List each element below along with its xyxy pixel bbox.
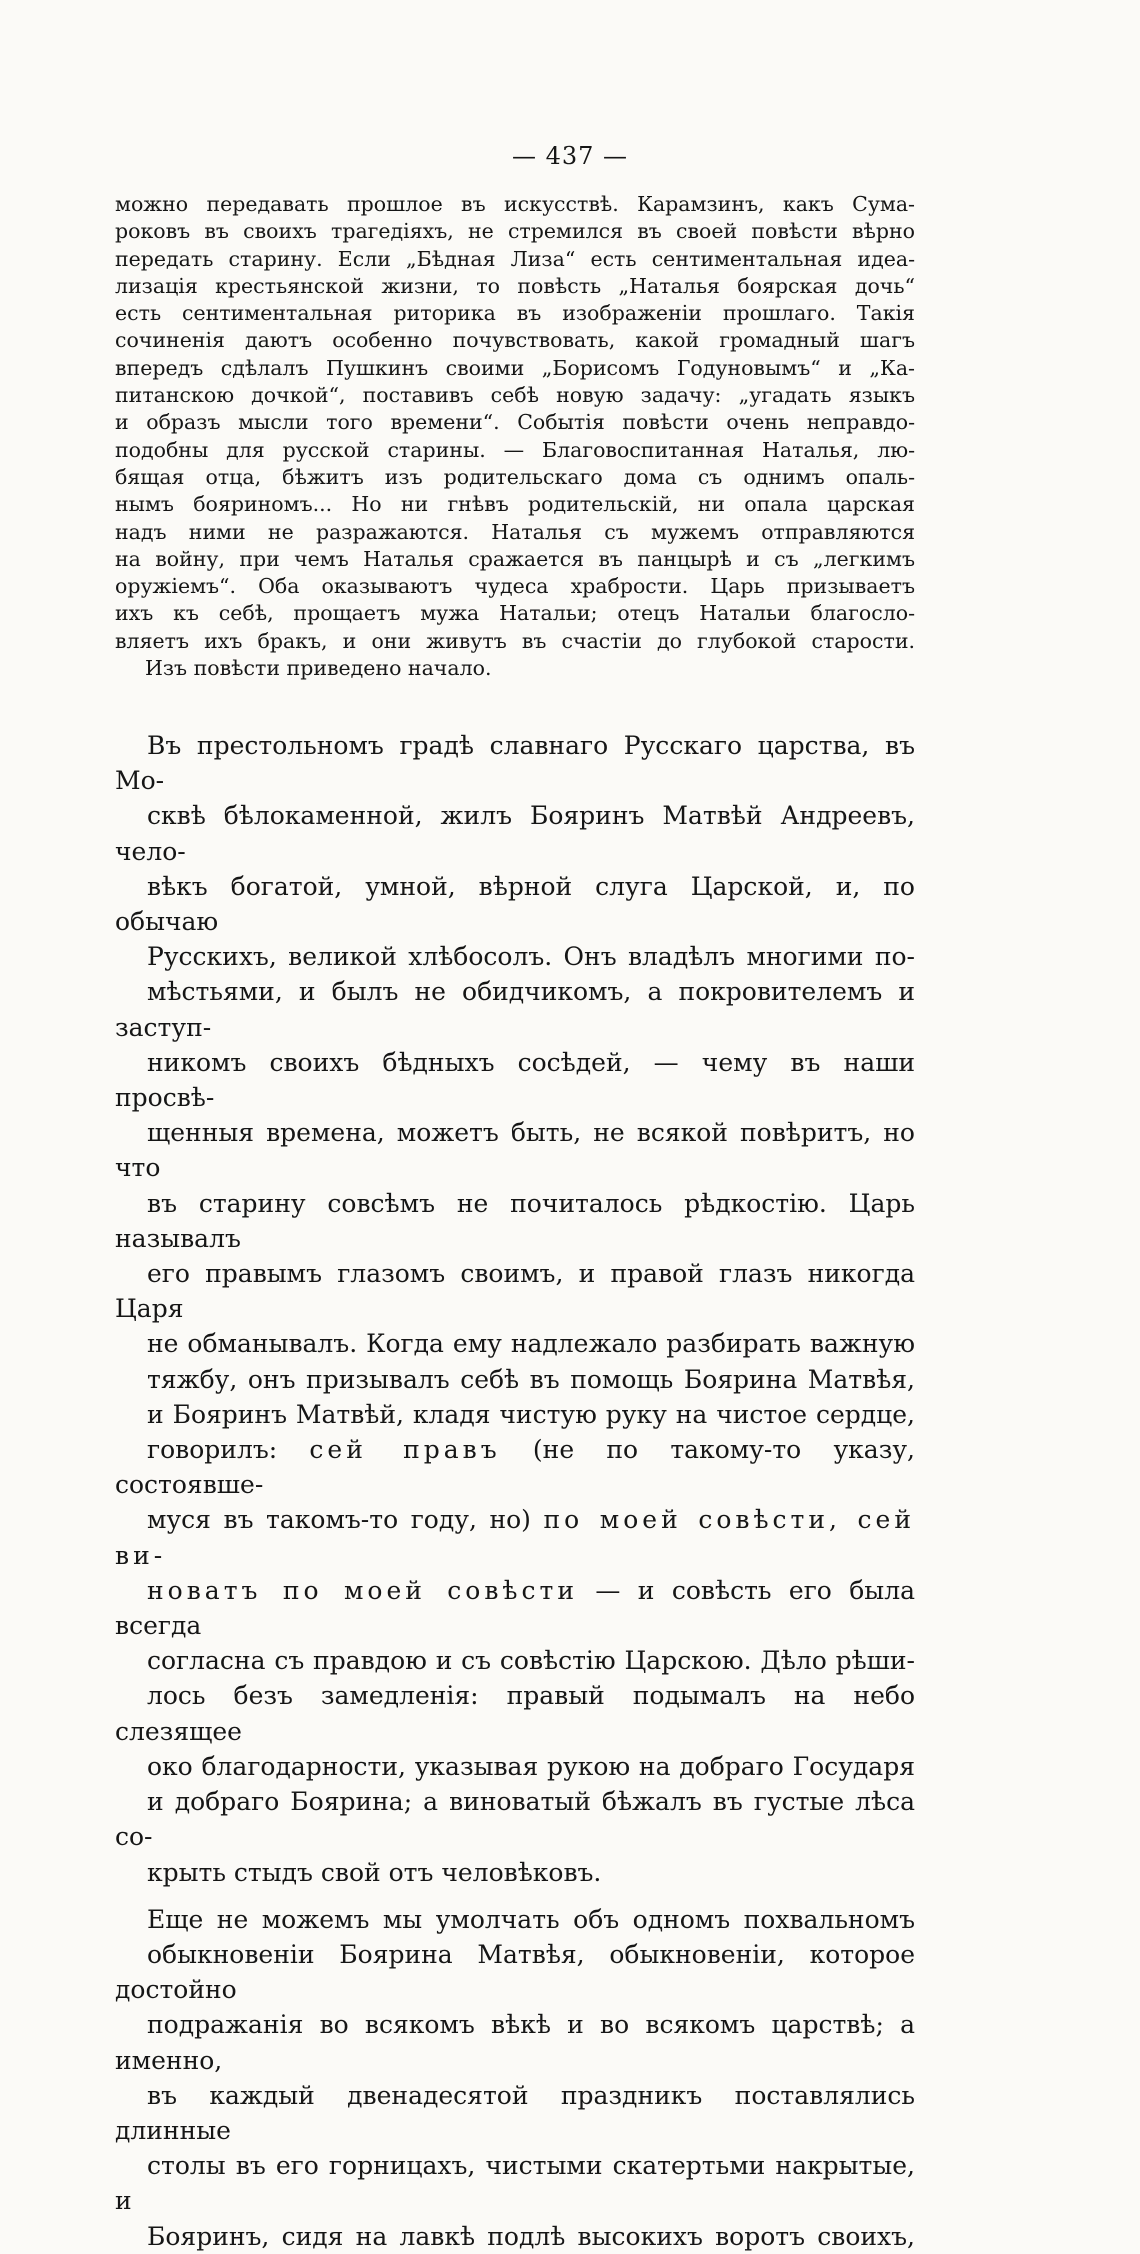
text-line: его правымъ глазомъ своимъ, и правой глазъ никогда Царя [115,1259,915,1324]
text-line: на войну, при чемъ Наталья сражается въ панцырѣ и съ „легкимъ [115,546,915,571]
text-line: подобны для русской старины. — Благовоспитанная Наталья, лю- [115,437,915,462]
page-number: — 437 — [511,142,629,170]
excerpt-paragraph-2 [115,1902,915,2254]
text-line: вѣкъ богатой, умной, вѣрной слуга Царской, и, по обычаю [115,871,915,937]
text-line: въ каждый двенадесятой праздникъ поставлялись длинные [115,2080,915,2145]
text-line: никомъ своихъ бѣдныхъ сосѣдей, — чему въ наши просвѣ- [115,1047,915,1113]
text-line: щенныя времена, можетъ быть, не всякой повѣритъ, но что [115,1118,915,1183]
text-line: око благодарности, указывая рукою на добраго Государя [147,1751,915,1781]
text-line: можно передавать прошлое въ искусствѣ. Карамзинъ, какъ Сума- [115,192,915,216]
spaced-emphasis: сей правъ [309,1435,501,1465]
text-line: бящая отца, бѣжитъ изъ родительскаго дома съ однимъ опаль- [115,464,915,489]
intro-paragraph [115,191,915,655]
text-line [115,1432,915,1502]
text-line: есть сентиментальная риторика въ изображеніи прошлаго. Такія [115,301,915,326]
text-line: передать старину. Если „Бѣдная Лиза“ есть сентиментальная идеа- [115,246,915,271]
text-line: надъ ними не разражаются. Наталья съ мужемъ отправляются [115,519,915,544]
text-line: лизація крестьянской жизни, то повѣсть „Наталья боярская дочь“ [115,273,915,298]
text-line: сочиненія даютъ особенно почувствовать, какой громадный шагъ [115,328,915,353]
text-line: Русскихъ, великой хлѣбосолъ. Онъ владѣлъ многими по- [147,942,915,972]
text-line: оружіемъ“. Оба оказываютъ чудеса храбрости. Царь призываетъ [115,574,915,599]
text-line: и Бояринъ Матвѣй, кладя чистую руку на чистое сердце, [147,1399,915,1429]
text-line: и добраго Боярина; а виноватый бѣжалъ въ густые лѣса со- [115,1787,915,1852]
text-run: говорилъ: [147,1435,310,1465]
text-line: мѣстьями, и былъ не обидчикомъ, а покровителемъ и заступ- [115,977,915,1042]
text-run: — и совѣсть его была всегда [115,1575,915,1641]
text-line: ихъ къ себѣ, прощаетъ мужа Натальи; отецъ Натальи благосло- [115,601,915,626]
text-line: впередъ сдѣлалъ Пушкинъ своими „Борисомъ Годуновымъ“ и „Ка- [115,355,915,380]
text-line: обыкновеніи Боярина Матвѣя, обыкновеніи, которое достойно [115,1939,915,2005]
text-line: нымъ бояриномъ... Но ни гнѣвъ родительскій, ни опала царская [115,492,915,517]
text-run: (не по такому-то указу, состоявше- [115,1435,915,1500]
text-line: питанскою дочкой“, поставивъ себѣ новую задачу: „угадать языкъ [115,383,915,408]
text-line: согласна съ правдою и съ совѣстію Царскою. Дѣло рѣши- [147,1646,915,1676]
text-line: вляетъ ихъ бракъ, и они живутъ въ счастіи до глубокой старости. [115,628,915,653]
text-line: сквѣ бѣлокаменной, жилъ Бояринъ Матвѣй Андреевъ, чело- [115,801,915,866]
excerpt-paragraph-1 [115,728,915,1890]
text-line: не обманывалъ. Когда ему надлежало разбирать важную [147,1329,915,1359]
text-line: крыть стыдъ свой отъ человѣковъ. [147,1857,602,1887]
text-line: роковъ въ своихъ трагедіяхъ, не стремился въ своей повѣсти вѣрно [115,219,915,244]
text-line: и образъ мысли того времени“. Событія повѣсти очень неправдо- [115,410,915,435]
text-run: муся въ такомъ-то году, но) [147,1505,544,1535]
text-line: Еще не можемъ мы умолчать объ одномъ похвальномъ [147,1904,915,1934]
text-line: подражанія во всякомъ вѣкѣ и во всякомъ царствѣ; а именно, [115,2010,915,2075]
text-line: въ старину совсѣмъ не почиталось рѣдкостію. Царь называлъ [115,1188,915,1253]
text-line: тяжбу, онъ призывалъ себѣ въ помощь Боярина Матвѣя, [147,1364,915,1394]
text-line: Въ престольномъ градѣ славнаго Русскаго царства, въ Мо- [115,731,915,796]
story-excerpt [115,728,915,2254]
text-line [115,1502,915,1572]
spaced-emphasis: новатъ по моей совѣсти [147,1575,578,1605]
text-line: Бояринъ, сидя на лавкѣ подлѣ высокихъ воротъ своихъ, [147,2221,915,2251]
intro-commentary [115,191,915,682]
intro-note: Изъ повѣсти приведено начало. [145,656,492,681]
spaced-emphasis: по моей совѣсти, сей ви- [115,1505,915,1570]
text-line [115,1573,915,1643]
text-line: столы въ его горницахъ, чистыми скатертьми накрытые, и [115,2151,915,2216]
text-line: лось безъ замедленія: правый подымалъ на небо слезящее [115,1681,915,1746]
